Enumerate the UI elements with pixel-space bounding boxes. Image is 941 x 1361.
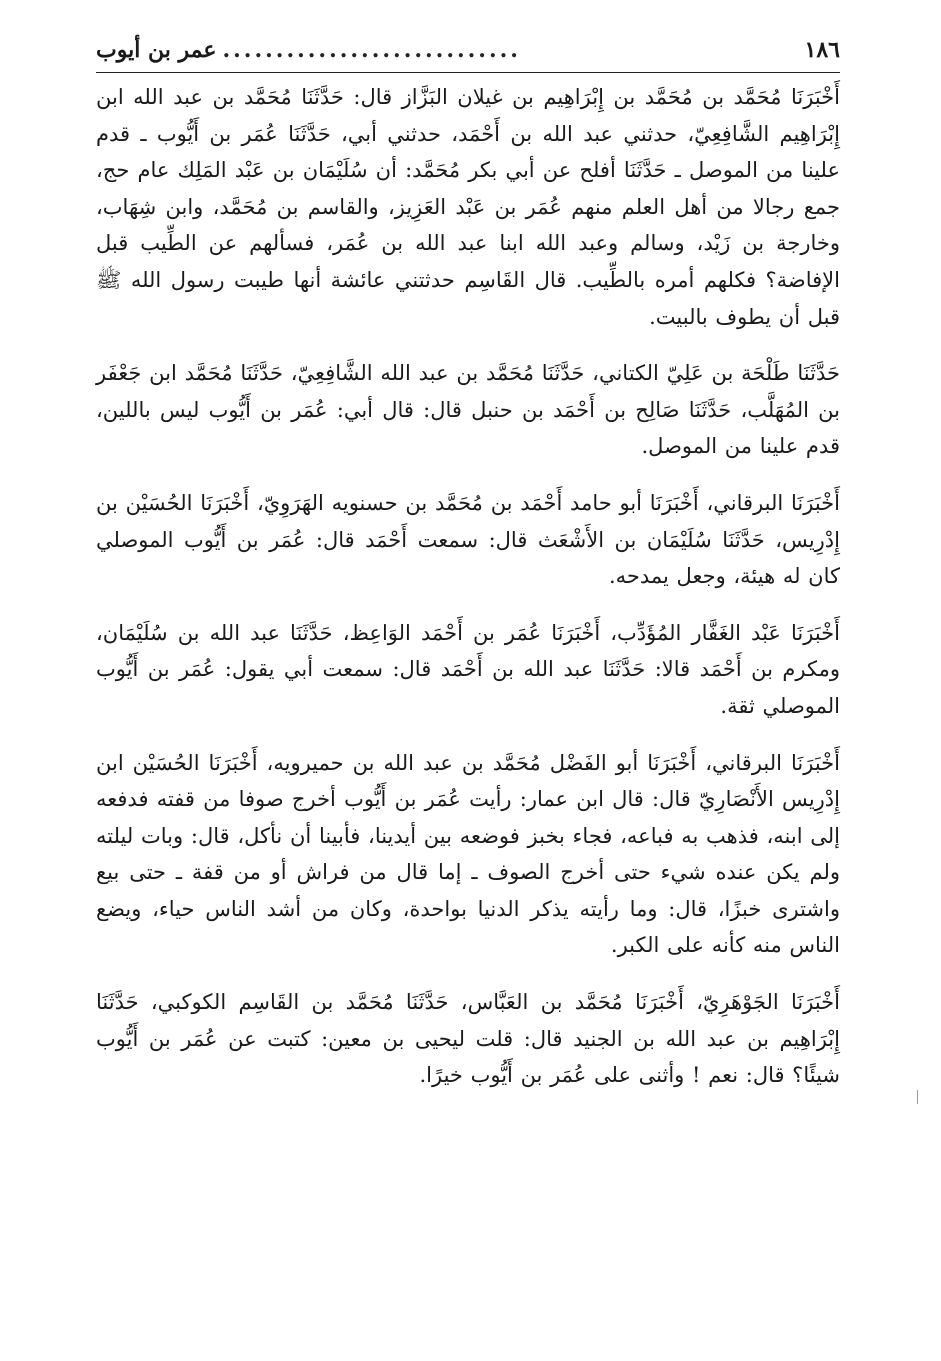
leader-dots: ............................ [222,37,521,63]
paragraph-5: أَخْبَرَنَا البرقاني، أَخْبَرَنَا أبو الفَضْل مُحَمَّد بن عبد الله بن حميرويه، أَخْبَرَنَا الحُسَيْن ابن إِدْرِيس الأَنْصَارِيّ قال: قال ابن عمار: رأيت عُمَر بن أَيُّوب أخرج صوفا من قفته فدفعه إلى ابنه، فذهب به فباعه، فجاء بخبز فوضعه بين أيدينا، فأبينا أن نأكل، قال: وبات ليلته ولم يكن عنده شيء حتى أخرج الصوف ـ إما قال من فراش أو من قفة ـ حتى بيع واشترى خبزًا، قال: وما رأيته يذكر الدنيا بواحدة، وكان من أشد الناس حياء، ويضع الناس منه كأنه على الكبر. [96,750,840,958]
running-title: عمر بن أيوب [96,37,217,63]
paragraph-3: أَخْبَرَنَا البرقاني، أَخْبَرَنَا أبو حامد أَحْمَد بن مُحَمَّد بن حسنويه الهَرَوِيّ، أَخْبَرَنَا الحُسَيْن بن إِدْرِيس، حَدَّثَنَا سُلَيْمَان بن الأَشْعَث قال: سمعت أَحْمَد قال: عُمَر بن أَيُّوب الموصلي كان له هيئة، وجعل يمدحه. [96,490,840,589]
body-text [96,79,840,1094]
running-head [96,30,840,73]
paragraph-4: أَخْبَرَنَا عَبْد الغَفَّار المُؤَدِّب، أَخْبَرَنَا عُمَر بن أَحْمَد الوَاعِظ، حَدَّثَنَا عبد الله بن سُلَيْمَان، ومكرم بن أَحْمَد قالا: حَدَّثَنَا عبد الله بن أَحْمَد قال: سمعت أبي يقول: عُمَر بن أَيُّوب الموصلي ثقة. [96,620,840,718]
page-number: ١٨٦ [804,37,840,63]
paragraph-1: أَخْبَرَنَا مُحَمَّد بن مُحَمَّد بن إِبْرَاهِيم بن غيلان البَزَّاز قال: حَدَّثَنَا مُحَمَّد بن عبد الله ابن إِبْرَاهِيم الشَّافِعِيّ، حدثني عبد الله بن أَحْمَد، حدثني أبي، حَدَّثَنَا عُمَر بن أَيُّوب ـ قدم علينا من الموصل ـ حَدَّثَنَا أفلح عن أبي بكر مُحَمَّد: أن سُلَيْمَان بن عَبْد المَلِك عام حج، جمع رجالا من أهل العلم منهم عُمَر بن عَبْد العَزِيز، والقاسم بن مُحَمَّد، وابن شِهَاب، وخارجة بن زَيْد، وسالم وعبد الله ابنا عبد الله بن عُمَر، فسألهم عن الطِّيب قبل الإفاضة؟ فكلهم أمره بالطِّيب. قال القَاسِم حدثتني عائشة أنها طيبت رسول الله ﷺ قبل أن يطوف بالبيت. [96,85,840,329]
paragraph-6: أَخْبَرَنَا الجَوْهَرِيّ، أَخْبَرَنَا مُحَمَّد بن العَبَّاس، حَدَّثَنَا مُحَمَّد بن القَاسِم الكوكبي، حَدَّثَنَا إِبْرَاهِيم بن عبد الله بن الجنيد قال: قلت ليحيى بن معين: كتبت عن عُمَر بن أَيُّوب شيئًا؟ قال: نعم ! وأثنى على عُمَر بن أَيُّوب خيرًا. [96,990,840,1088]
paragraph-2: حَدَّثَنَا طَلْحَة بن عَلِيّ الكتاني، حَدَّثَنَا مُحَمَّد بن عبد الله الشَّافِعِيّ، حَدَّثَنَا مُحَمَّد ابن جَعْفَر بن المُهَلَّب، حَدَّثَنَا صَالِح بن أَحْمَد بن حنبل قال: قال أبي: عُمَر بن أَيُّوب ليس باللين، قدم علينا من الموصل. [96,361,840,459]
margin-mark [917,1090,918,1104]
book-page [96,30,840,1094]
